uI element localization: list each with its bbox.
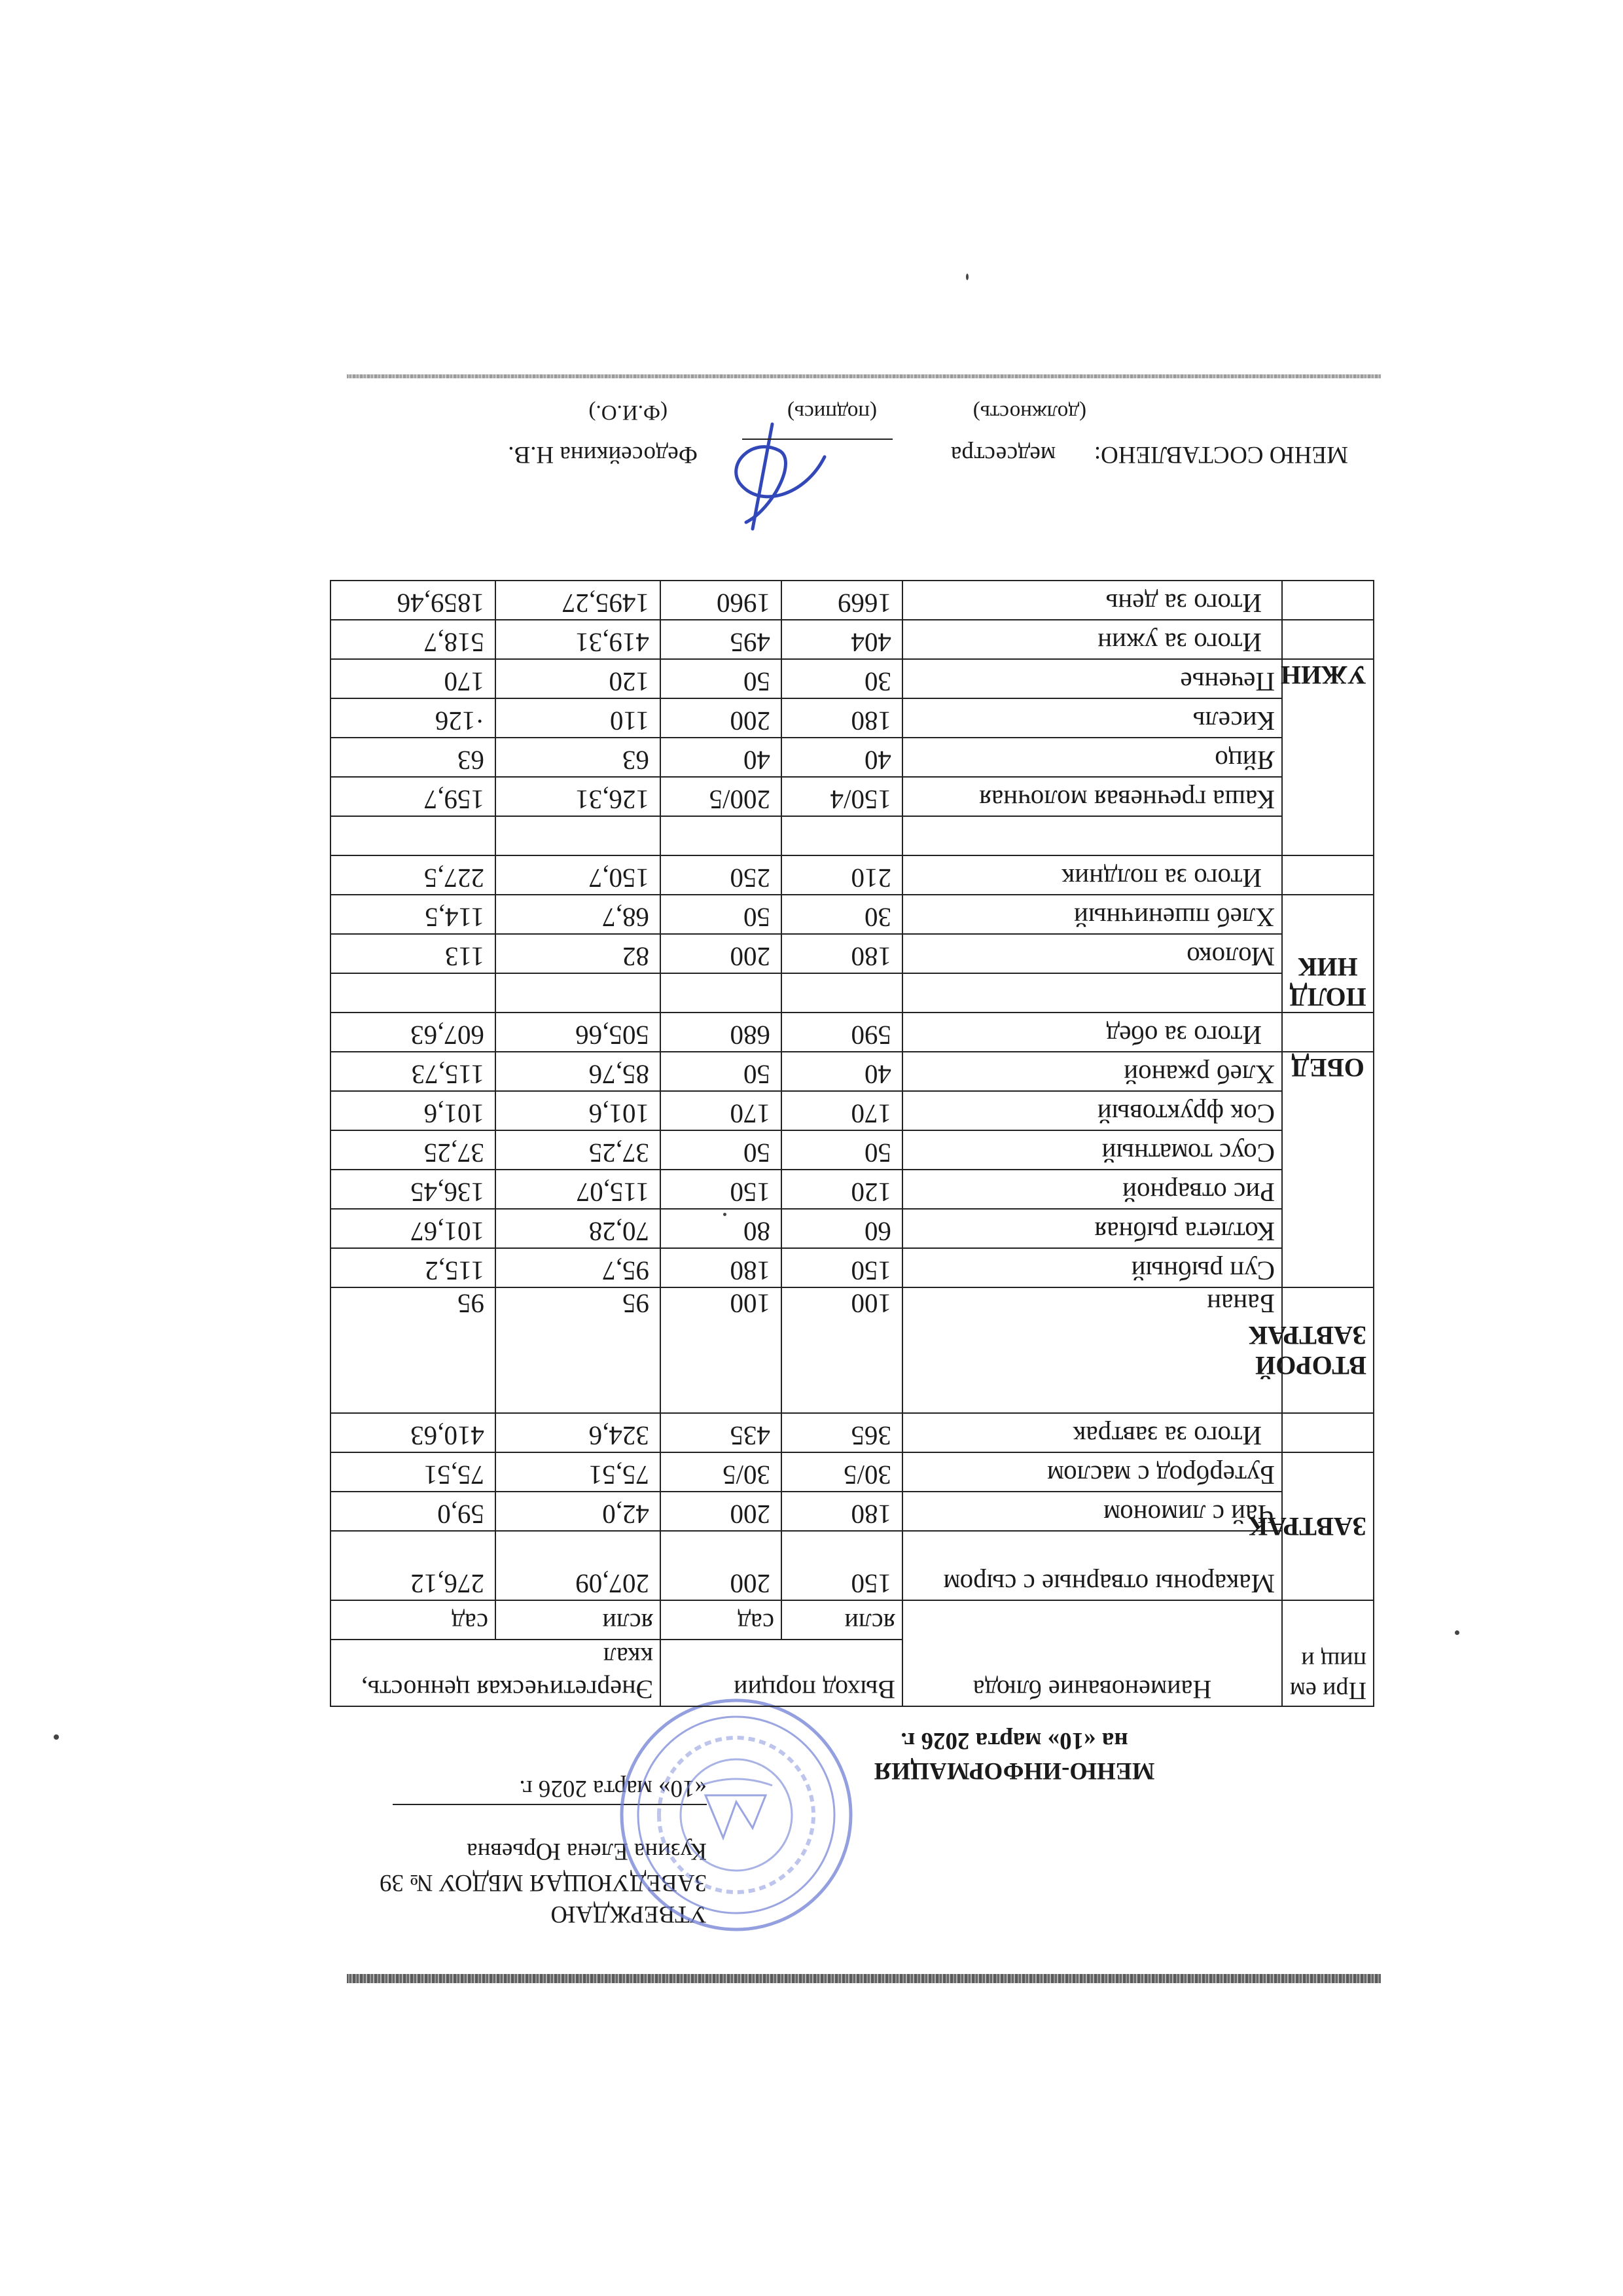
energy-nursery: 75,51: [495, 1452, 660, 1492]
portion-garden: 170: [660, 1091, 781, 1130]
energy-nursery: 70,28: [495, 1209, 660, 1248]
portion-garden: 200: [660, 934, 781, 973]
day-total-portion-garden: 1960: [660, 581, 781, 620]
portion-nursery: 170: [781, 1091, 902, 1130]
energy-garden: 170: [330, 659, 495, 698]
table-row: [330, 1130, 1374, 1170]
portion-garden: 200/5: [660, 777, 781, 816]
total-row: [330, 855, 1374, 895]
portion-garden: 30/5: [660, 1452, 781, 1492]
composed-label: МЕНЮ СОСТАВЛЕНО:: [1094, 441, 1348, 468]
portion-garden: 100: [660, 1287, 781, 1413]
total-portion-nursery: 404: [781, 620, 902, 659]
total-label: Итого за обед: [902, 1013, 1282, 1052]
scan-artifact-top: [347, 1974, 1381, 1983]
subheader-nursery: ясли: [781, 1600, 902, 1640]
portion-garden: 50: [660, 895, 781, 934]
energy-nursery: 82: [495, 934, 660, 973]
portion-nursery: 180: [781, 1492, 902, 1531]
portion-nursery: 150/4: [781, 777, 902, 816]
section-breakfast: ЗАВТРАК: [1282, 1452, 1374, 1600]
energy-garden: 63: [330, 738, 495, 777]
portion-nursery: 150: [781, 1531, 902, 1600]
total-energy-garden: 518,7: [330, 620, 495, 659]
portion-garden: 80: [660, 1209, 781, 1248]
total-label: Итого за полдник: [902, 855, 1282, 895]
table-row: [330, 1209, 1374, 1248]
total-energy-nursery: 150,7: [495, 855, 660, 895]
portion-nursery: 50: [781, 1130, 902, 1170]
menu-date: на «10» марта 2026 г.: [901, 1727, 1128, 1754]
total-portion-garden: 435: [660, 1413, 781, 1452]
caption-signature: (подпись): [787, 401, 877, 424]
total-row: [330, 1013, 1374, 1052]
dish-cell: Чай с лимоном: [902, 1492, 1282, 1531]
table-row: [330, 973, 1374, 1013]
table-row: [330, 777, 1374, 816]
table-row: [330, 738, 1374, 777]
composed-signature-line: [742, 439, 893, 463]
portion-nursery: 180: [781, 698, 902, 738]
approval-head-name: Кузина Елена Юрьевна: [467, 1838, 707, 1865]
energy-garden: 159,7: [330, 777, 495, 816]
section-second-breakfast: ВТОРОЙ ЗАВТРАК: [1282, 1287, 1374, 1413]
total-energy-nursery: 324,6: [495, 1413, 660, 1452]
dish-cell: Бутерброд с маслом: [902, 1452, 1282, 1492]
energy-nursery: 42,0: [495, 1492, 660, 1531]
total-energy-nursery: 505,66: [495, 1013, 660, 1052]
total-portion-nursery: 210: [781, 855, 902, 895]
empty-cell: [902, 816, 1282, 855]
energy-garden: 101,6: [330, 1091, 495, 1130]
scan-artifact-bottom: [347, 374, 1381, 378]
table-row: [330, 1492, 1374, 1531]
total-energy-nursery: 419,31: [495, 620, 660, 659]
scan-dust: [54, 1734, 59, 1740]
energy-garden: 101,67: [330, 1209, 495, 1248]
subheader-nursery: ясли: [495, 1600, 660, 1640]
portion-nursery: 40: [781, 738, 902, 777]
header-portion: Выход порции: [660, 1640, 902, 1706]
dish-cell: Макароны отварные с сыром: [902, 1531, 1282, 1600]
energy-garden: 115,73: [330, 1052, 495, 1091]
energy-garden: 113: [330, 934, 495, 973]
portion-nursery: 180: [781, 934, 902, 973]
table-row: [330, 895, 1374, 934]
dish-cell: Каша гречневая молочная: [902, 777, 1282, 816]
day-total-energy-nursery: 1495,27: [495, 581, 660, 620]
portion-nursery: 150: [781, 1248, 902, 1287]
caption-position: (должность): [972, 401, 1086, 424]
table-row: [330, 1170, 1374, 1209]
total-energy-garden: 227,5: [330, 855, 495, 895]
section-dinner: УЖИН: [1282, 659, 1374, 855]
total-label: Итого за завтрак: [902, 1413, 1282, 1452]
total-row: [330, 1413, 1374, 1452]
portion-garden: 150: [660, 1170, 781, 1209]
table-row: [330, 1531, 1374, 1600]
portion-nursery: 60: [781, 1209, 902, 1248]
energy-garden: 37,25: [330, 1130, 495, 1170]
subheader-garden: сад: [330, 1600, 495, 1640]
header-meal: При ем пищ и: [1282, 1600, 1374, 1706]
dish-cell: Яйцо: [902, 738, 1282, 777]
portion-garden: 50: [660, 1052, 781, 1091]
energy-nursery: 110: [495, 698, 660, 738]
total-label: Итого за ужин: [902, 620, 1282, 659]
caption-name: (Ф.И.О.): [588, 401, 668, 424]
dish-cell: Рис отварной: [902, 1170, 1282, 1209]
composed-name: Федосейкина Н.В.: [508, 441, 698, 468]
menu-heading: МЕНЮ-ИНФОРМАЦИЯ: [874, 1757, 1155, 1784]
table-row: [330, 698, 1374, 738]
energy-garden: 136,45: [330, 1170, 495, 1209]
portion-nursery: 120: [781, 1170, 902, 1209]
day-total-row: [330, 581, 1374, 620]
energy-nursery: 63: [495, 738, 660, 777]
total-portion-garden: 495: [660, 620, 781, 659]
energy-nursery: 85,76: [495, 1052, 660, 1091]
day-total-portion-nursery: 1669: [781, 581, 902, 620]
portion-garden: 200: [660, 698, 781, 738]
total-portion-nursery: 365: [781, 1413, 902, 1452]
composed-position: медсестра: [950, 441, 1056, 468]
energy-garden: 75,51: [330, 1452, 495, 1492]
dish-cell: Печенье: [902, 659, 1282, 698]
section-snack: ПОЛД НИК: [1282, 895, 1374, 1013]
dish-cell: Сок фруктовый: [902, 1091, 1282, 1130]
portion-nursery: 30: [781, 659, 902, 698]
header-energy: Энергетическая ценность, ккал: [330, 1640, 660, 1706]
energy-garden: 115,2: [330, 1248, 495, 1287]
energy-nursery: 68,7: [495, 895, 660, 934]
section-lunch: ОБЕД: [1282, 1052, 1374, 1287]
energy-nursery: 207,09: [495, 1531, 660, 1600]
table-row: [330, 1452, 1374, 1492]
dish-cell: Суп рыбный: [902, 1248, 1282, 1287]
portion-nursery: 100: [781, 1287, 902, 1413]
composed-by-block: [301, 439, 1348, 470]
approval-heading: УТВЕРЖДАЮ: [550, 1901, 707, 1928]
total-portion-garden: 250: [660, 855, 781, 895]
energy-nursery: 95,7: [495, 1248, 660, 1287]
energy-garden: ·126: [330, 698, 495, 738]
dish-cell: Котлета рыбная: [902, 1209, 1282, 1248]
dish-cell: Хлеб ржаной: [902, 1052, 1282, 1091]
table-header-row: [330, 1640, 1374, 1706]
menu-title: [733, 1725, 1296, 1785]
portion-nursery: 30/5: [781, 1452, 902, 1492]
scan-dust: [723, 1213, 726, 1216]
total-portion-nursery: 590: [781, 1013, 902, 1052]
energy-nursery: 120: [495, 659, 660, 698]
header-dish: Наименование блюда: [902, 1600, 1282, 1706]
portion-garden: 40: [660, 738, 781, 777]
dish-cell: Банан: [902, 1287, 1282, 1413]
energy-nursery: 101,6: [495, 1091, 660, 1130]
table-row: [330, 659, 1374, 698]
portion-nursery: 40: [781, 1052, 902, 1091]
portion-garden: 200: [660, 1492, 781, 1531]
energy-garden: 59,0: [330, 1492, 495, 1531]
energy-garden: 95: [330, 1287, 495, 1413]
approval-position: ЗАВЕДУЮЩАЯ МБДОУ № 39: [379, 1869, 707, 1896]
table-row: [330, 1248, 1374, 1287]
total-row: [330, 620, 1374, 659]
table-row: [330, 816, 1374, 855]
day-total-label: Итого за день: [902, 581, 1282, 620]
portion-garden: 50: [660, 1130, 781, 1170]
energy-nursery: 115,07: [495, 1170, 660, 1209]
table-row: [330, 1052, 1374, 1091]
subheader-garden: сад: [660, 1600, 781, 1640]
energy-nursery: 37,25: [495, 1130, 660, 1170]
dish-cell: Соус томатный: [902, 1130, 1282, 1170]
approval-date: «10» марта 2026 г.: [519, 1775, 707, 1802]
table-row: [330, 1287, 1374, 1413]
portion-nursery: 30: [781, 895, 902, 934]
energy-nursery: 95: [495, 1287, 660, 1413]
table-row: [330, 934, 1374, 973]
menu-table: [330, 580, 1374, 1707]
scan-dust: [966, 274, 969, 280]
portion-garden: 200: [660, 1531, 781, 1600]
dish-cell: Молоко: [902, 934, 1282, 973]
energy-garden: 276,12: [330, 1531, 495, 1600]
portion-garden: 180: [660, 1248, 781, 1287]
portion-garden: 50: [660, 659, 781, 698]
total-energy-garden: 607,63: [330, 1013, 495, 1052]
empty-cell: [902, 973, 1282, 1013]
energy-garden: 114,5: [330, 895, 495, 934]
total-portion-garden: 680: [660, 1013, 781, 1052]
total-energy-garden: 410,63: [330, 1413, 495, 1452]
table-row: [330, 1091, 1374, 1130]
day-total-energy-garden: 1859,46: [330, 581, 495, 620]
energy-nursery: 126,31: [495, 777, 660, 816]
dish-cell: Кисель: [902, 698, 1282, 738]
scan-dust: [1455, 1630, 1459, 1635]
dish-cell: Хлеб пшеничный: [902, 895, 1282, 934]
